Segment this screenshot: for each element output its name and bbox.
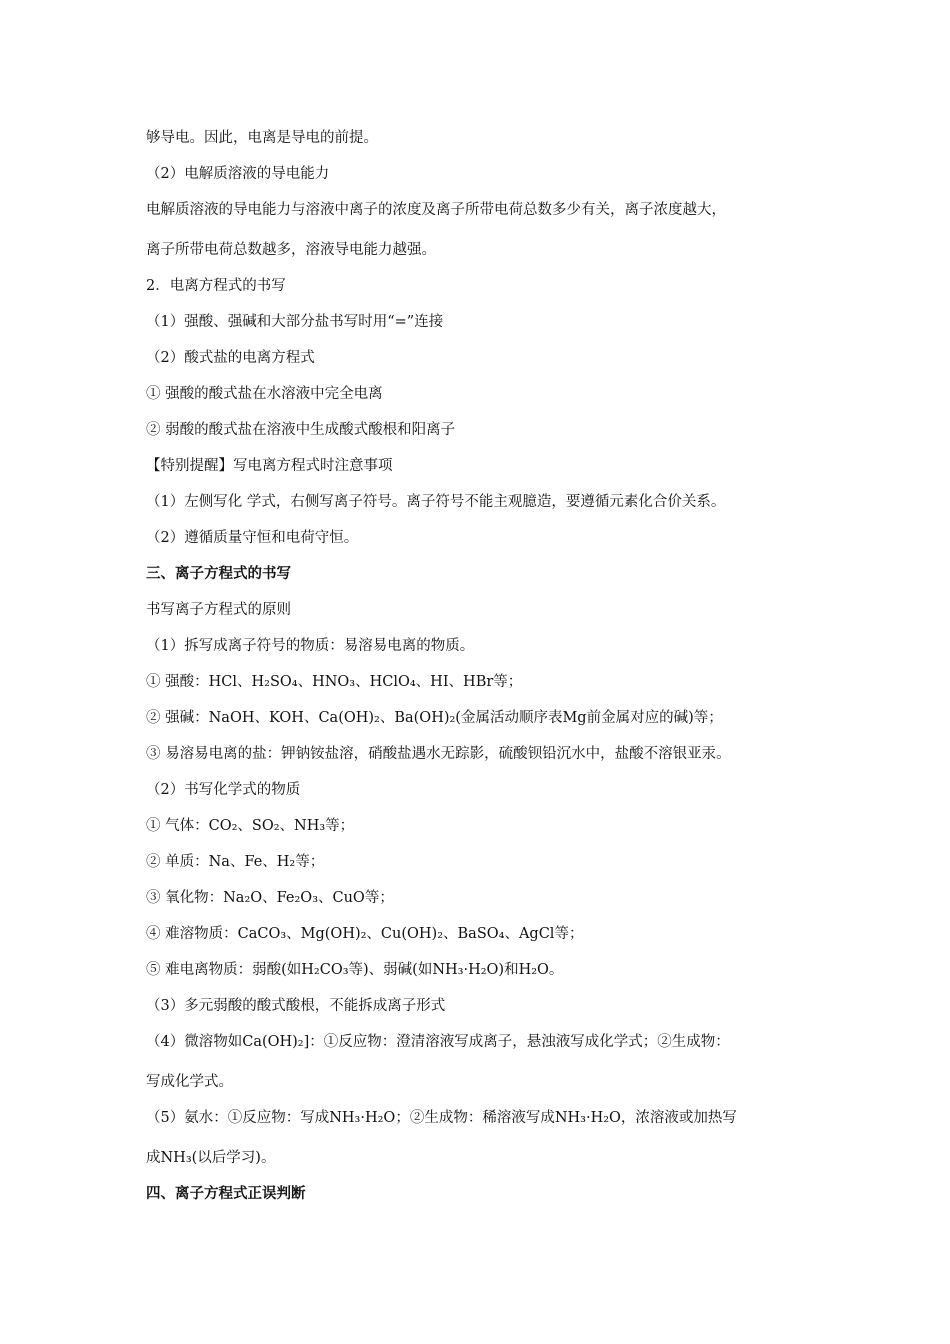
text-line: 电解质溶液的导电能力与溶液中离子的浓度及离子所带电荷总数多少有关，离子浓度越大， xyxy=(146,202,726,218)
text-line: （5）氨水：①反应物：写成NH₃·H₂O；②生成物：稀溶液写成NH₃·H₂O，浓溶液或加热写 xyxy=(146,1110,737,1126)
text-line: 书写离子方程式的原则 xyxy=(146,602,291,618)
text-line: （2）遵循质量守恒和电荷守恒。 xyxy=(146,530,359,546)
section-heading: 四、离子方程式正误判断 xyxy=(146,1186,306,1202)
text-line: （1）左侧写化 学式，右侧写离子符号。离子符号不能主观臆造，要遵循元素化合价关系。 xyxy=(146,494,726,510)
subheading: 2．电离方程式的书写 xyxy=(146,278,286,294)
text-line: （2）酸式盐的电离方程式 xyxy=(146,350,315,366)
text-line: （4）微溶物如Ca(OH)₂]：①反应物：澄清溶液写成离子，悬浊液写成化学式；②生成物： xyxy=(146,1034,730,1050)
text-line: ① 气体：CO₂、SO₂、NH₃等； xyxy=(146,818,355,834)
section-heading: 三、离子方程式的书写 xyxy=(146,566,291,582)
text-line: ① 强酸的酸式盐在水溶液中完全电离 xyxy=(146,386,383,402)
text-line: ④ 难溶物质：CaCO₃、Mg(OH)₂、Cu(OH)₂、BaSO₄、AgCl等； xyxy=(146,926,584,942)
text-line: ⑤ 难电离物质：弱酸(如H₂CO₃等)、弱碱(如NH₃·H₂O)和H₂O。 xyxy=(146,962,564,978)
text-line: ① 强酸：HCl、H₂SO₄、HNO₃、HClO₄、HI、HBr等； xyxy=(146,674,523,690)
text-line: （2）书写化学式的物质 xyxy=(146,782,301,798)
text-line: ② 弱酸的酸式盐在溶液中生成酸式酸根和阳离子 xyxy=(146,422,456,438)
text-line: （1）拆写成离子符号的物质：易溶易电离的物质。 xyxy=(146,638,475,654)
text-line: 够导电。因此，电离是导电的前提。 xyxy=(146,130,378,146)
text-line: 成NH₃(以后学习)。 xyxy=(146,1150,276,1166)
note-heading: 【特别提醒】写电离方程式时注意事项 xyxy=(146,458,393,474)
text-line: 写成化学式。 xyxy=(146,1074,233,1090)
text-line: 离子所带电荷总数越多，溶液导电能力越强。 xyxy=(146,242,436,258)
subheading: （2）电解质溶液的导电能力 xyxy=(146,166,330,182)
text-line: ② 强碱：NaOH、KOH、Ca(OH)₂、Ba(OH)₂(金属活动顺序表Mg前金属对应的碱)等； xyxy=(146,710,723,726)
text-line: ③ 氧化物：Na₂O、Fe₂O₃、CuO等； xyxy=(146,890,394,906)
text-line: （1）强酸、强碱和大部分盐书写时用“=”连接 xyxy=(146,314,444,330)
text-line: ③ 易溶易电离的盐：钾钠铵盐溶，硝酸盐遇水无踪影，硫酸钡铅沉水中，盐酸不溶银亚汞。 xyxy=(146,746,731,762)
text-line: ② 单质：Na、Fe、H₂等； xyxy=(146,854,325,870)
text-line: （3）多元弱酸的酸式酸根，不能拆成离子形式 xyxy=(146,998,446,1014)
